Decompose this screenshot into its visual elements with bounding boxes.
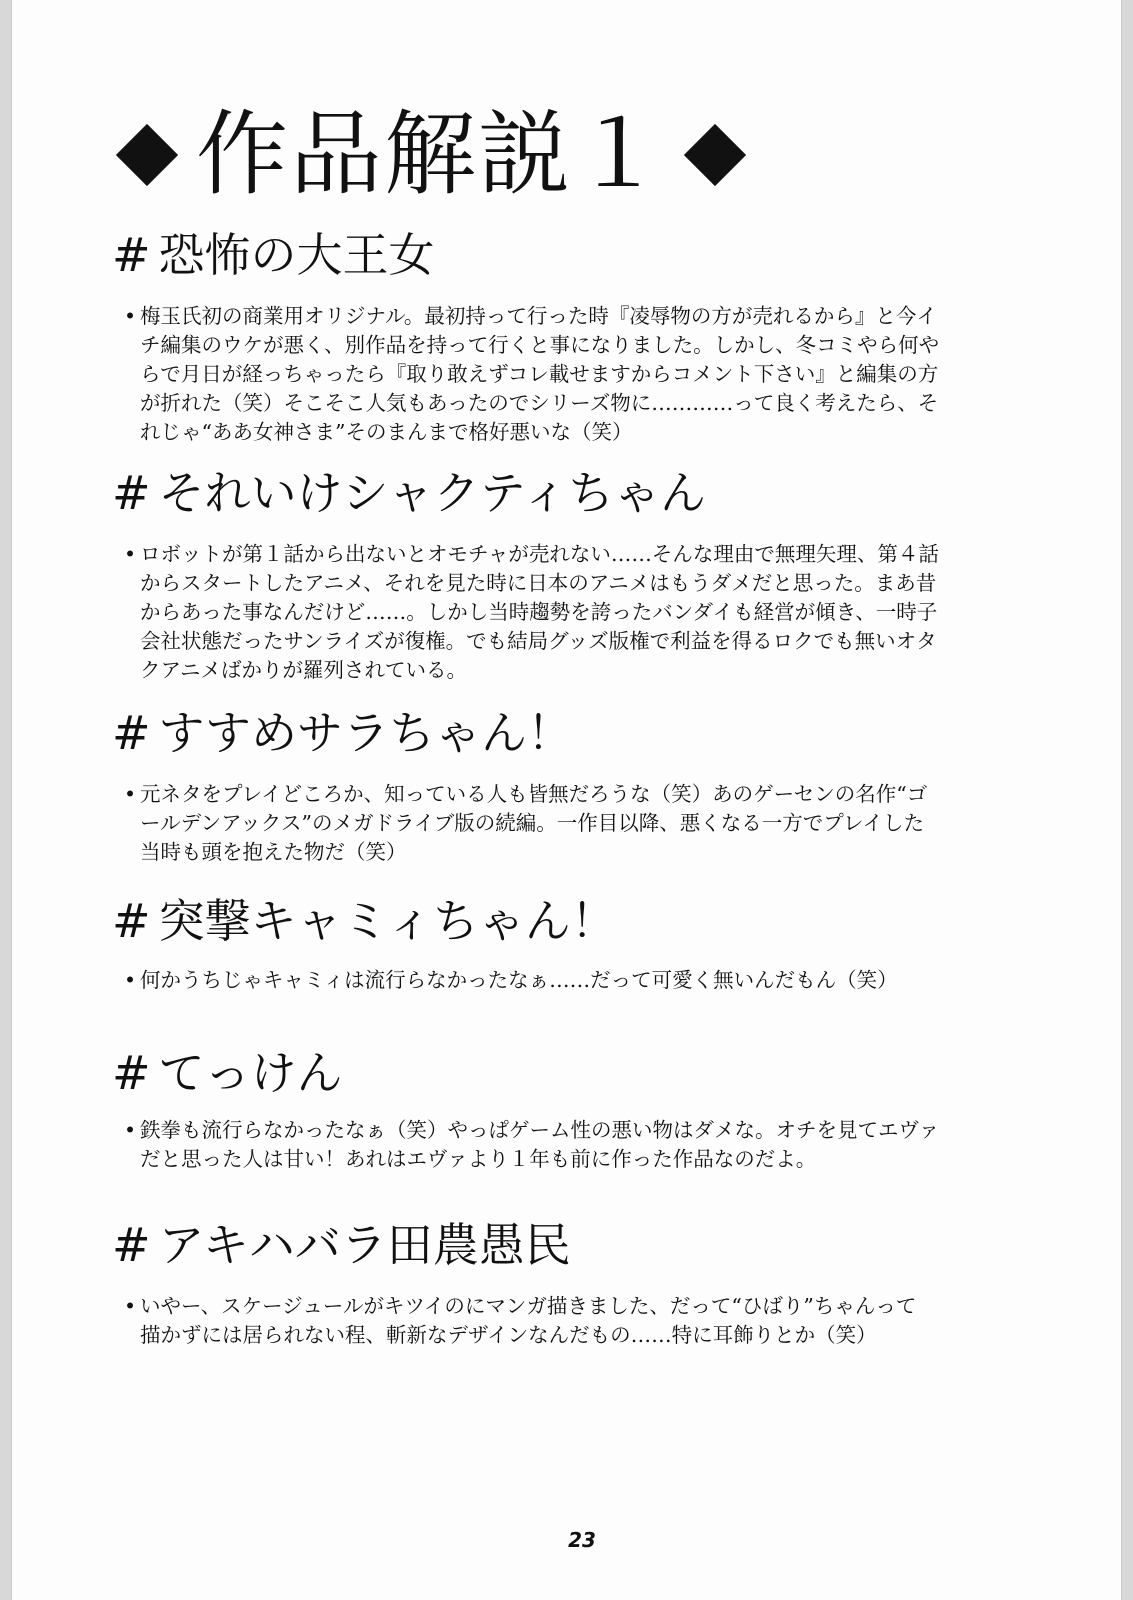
body-line: だと思った人は甘い！あれはエヴァより１年も前に作った作品なのだよ。 bbox=[140, 1147, 817, 1171]
body-line: 会社状態だったサンライズが復権。でも結局グッズ版権で利益を得るロクでも無いオタ bbox=[140, 629, 937, 653]
body-line: チ編集のウケが悪く、別作品を持って行くと事になりました。しかし、冬コミやら何や bbox=[140, 333, 940, 357]
bullet-icon: • bbox=[124, 542, 137, 566]
body-line: が折れた（笑）そこそこ人気もあったのでシリーズ物に…………って良く考えたら、そ bbox=[140, 391, 939, 415]
bullet-icon: • bbox=[124, 304, 137, 328]
diamond-left-icon bbox=[116, 124, 178, 186]
body-line: 当時も頭を抱えた物だ（笑） bbox=[140, 840, 407, 864]
page-number: 23 bbox=[568, 1528, 596, 1552]
bullet-icon: • bbox=[124, 968, 137, 992]
bullet-icon: • bbox=[124, 1118, 137, 1142]
section-heading bbox=[112, 1046, 343, 1100]
body-line: クアニメばかりが羅列されている。 bbox=[140, 658, 467, 682]
hash-icon: # bbox=[112, 1046, 151, 1100]
body-line: からあった事なんだけど……。しかし当時趨勢を誇ったバンダイも経営が傾き、一時子 bbox=[140, 600, 938, 624]
page-title bbox=[116, 100, 796, 210]
section-heading bbox=[112, 1218, 571, 1272]
section-heading bbox=[112, 706, 574, 760]
section-heading-text: てっけん bbox=[158, 1046, 343, 1100]
page-title-text: 作品解説１ bbox=[196, 101, 667, 208]
section-body bbox=[124, 780, 1054, 867]
bullet-icon: • bbox=[124, 1294, 137, 1318]
section-heading-text: アキハバラ田農愚民 bbox=[158, 1218, 571, 1272]
hash-icon: # bbox=[112, 1218, 151, 1272]
hash-icon: # bbox=[112, 706, 151, 760]
body-line: からスタートしたアニメ、それを見た時に日本のアニメはもうダメだと思った。まあ昔 bbox=[140, 571, 937, 595]
section-body bbox=[124, 540, 1054, 685]
body-line: らで月日が経っちゃったら『取り敢えずコレ載せますからコメント下さい』と編集の方 bbox=[140, 362, 939, 386]
bullet-icon: • bbox=[124, 782, 137, 806]
body-line: • 鉄拳も流行らなかったなぁ（笑）やっぱゲーム性の悪い物はダメな。オチを見てエヴァ bbox=[124, 1116, 1054, 1145]
hash-icon: # bbox=[112, 228, 151, 282]
diamond-right-icon bbox=[684, 124, 746, 186]
section-body bbox=[124, 302, 1054, 447]
body-line: 描かずには居られない程、斬新なデザインなんだもの……特に耳飾りとか（笑） bbox=[140, 1323, 877, 1347]
body-line: • 何かうちじゃキャミィは流行らなかったなぁ……だって可愛く無いんだもん（笑） bbox=[124, 966, 1054, 995]
section-heading-text: 恐怖の大王女 bbox=[158, 228, 435, 282]
body-line: • 梅玉氏初の商業用オリジナル。最初持って行った時『凌辱物の方が売れるから』と今イ bbox=[124, 302, 1054, 331]
section-heading bbox=[112, 466, 706, 520]
body-line: ールデンアックス”のメガドライブ版の続編。一作目以降、悪くなる一方でプレイした bbox=[140, 811, 924, 835]
hash-icon: # bbox=[112, 466, 151, 520]
section-heading bbox=[112, 228, 435, 282]
body-line: • 元ネタをプレイどころか、知っている人も皆無だろうな（笑）あのゲーセンの名作“ゴ bbox=[124, 780, 1054, 809]
document-page bbox=[12, 0, 1121, 1600]
section-body bbox=[124, 1292, 1054, 1350]
body-line: • ロボットが第１話から出ないとオモチャが売れない……そんな理由で無理矢理、第４話 bbox=[124, 540, 1054, 569]
hash-icon: # bbox=[112, 894, 151, 948]
section-body bbox=[124, 1116, 1054, 1174]
body-line: • いやー、スケージュールがキツイのにマンガ描きました、だって“ひばり”ちゃんって bbox=[124, 1292, 1054, 1321]
section-heading-text: それいけシャクティちゃん bbox=[158, 466, 706, 520]
section-body bbox=[124, 966, 1054, 995]
section-heading-text: すすめサラちゃん！ bbox=[158, 706, 574, 760]
section-heading bbox=[112, 894, 617, 948]
section-heading-text: 突撃キャミィちゃん！ bbox=[158, 894, 617, 948]
body-line: れじゃ“ああ女神さま”そのまんまで格好悪いな（笑） bbox=[140, 420, 633, 444]
